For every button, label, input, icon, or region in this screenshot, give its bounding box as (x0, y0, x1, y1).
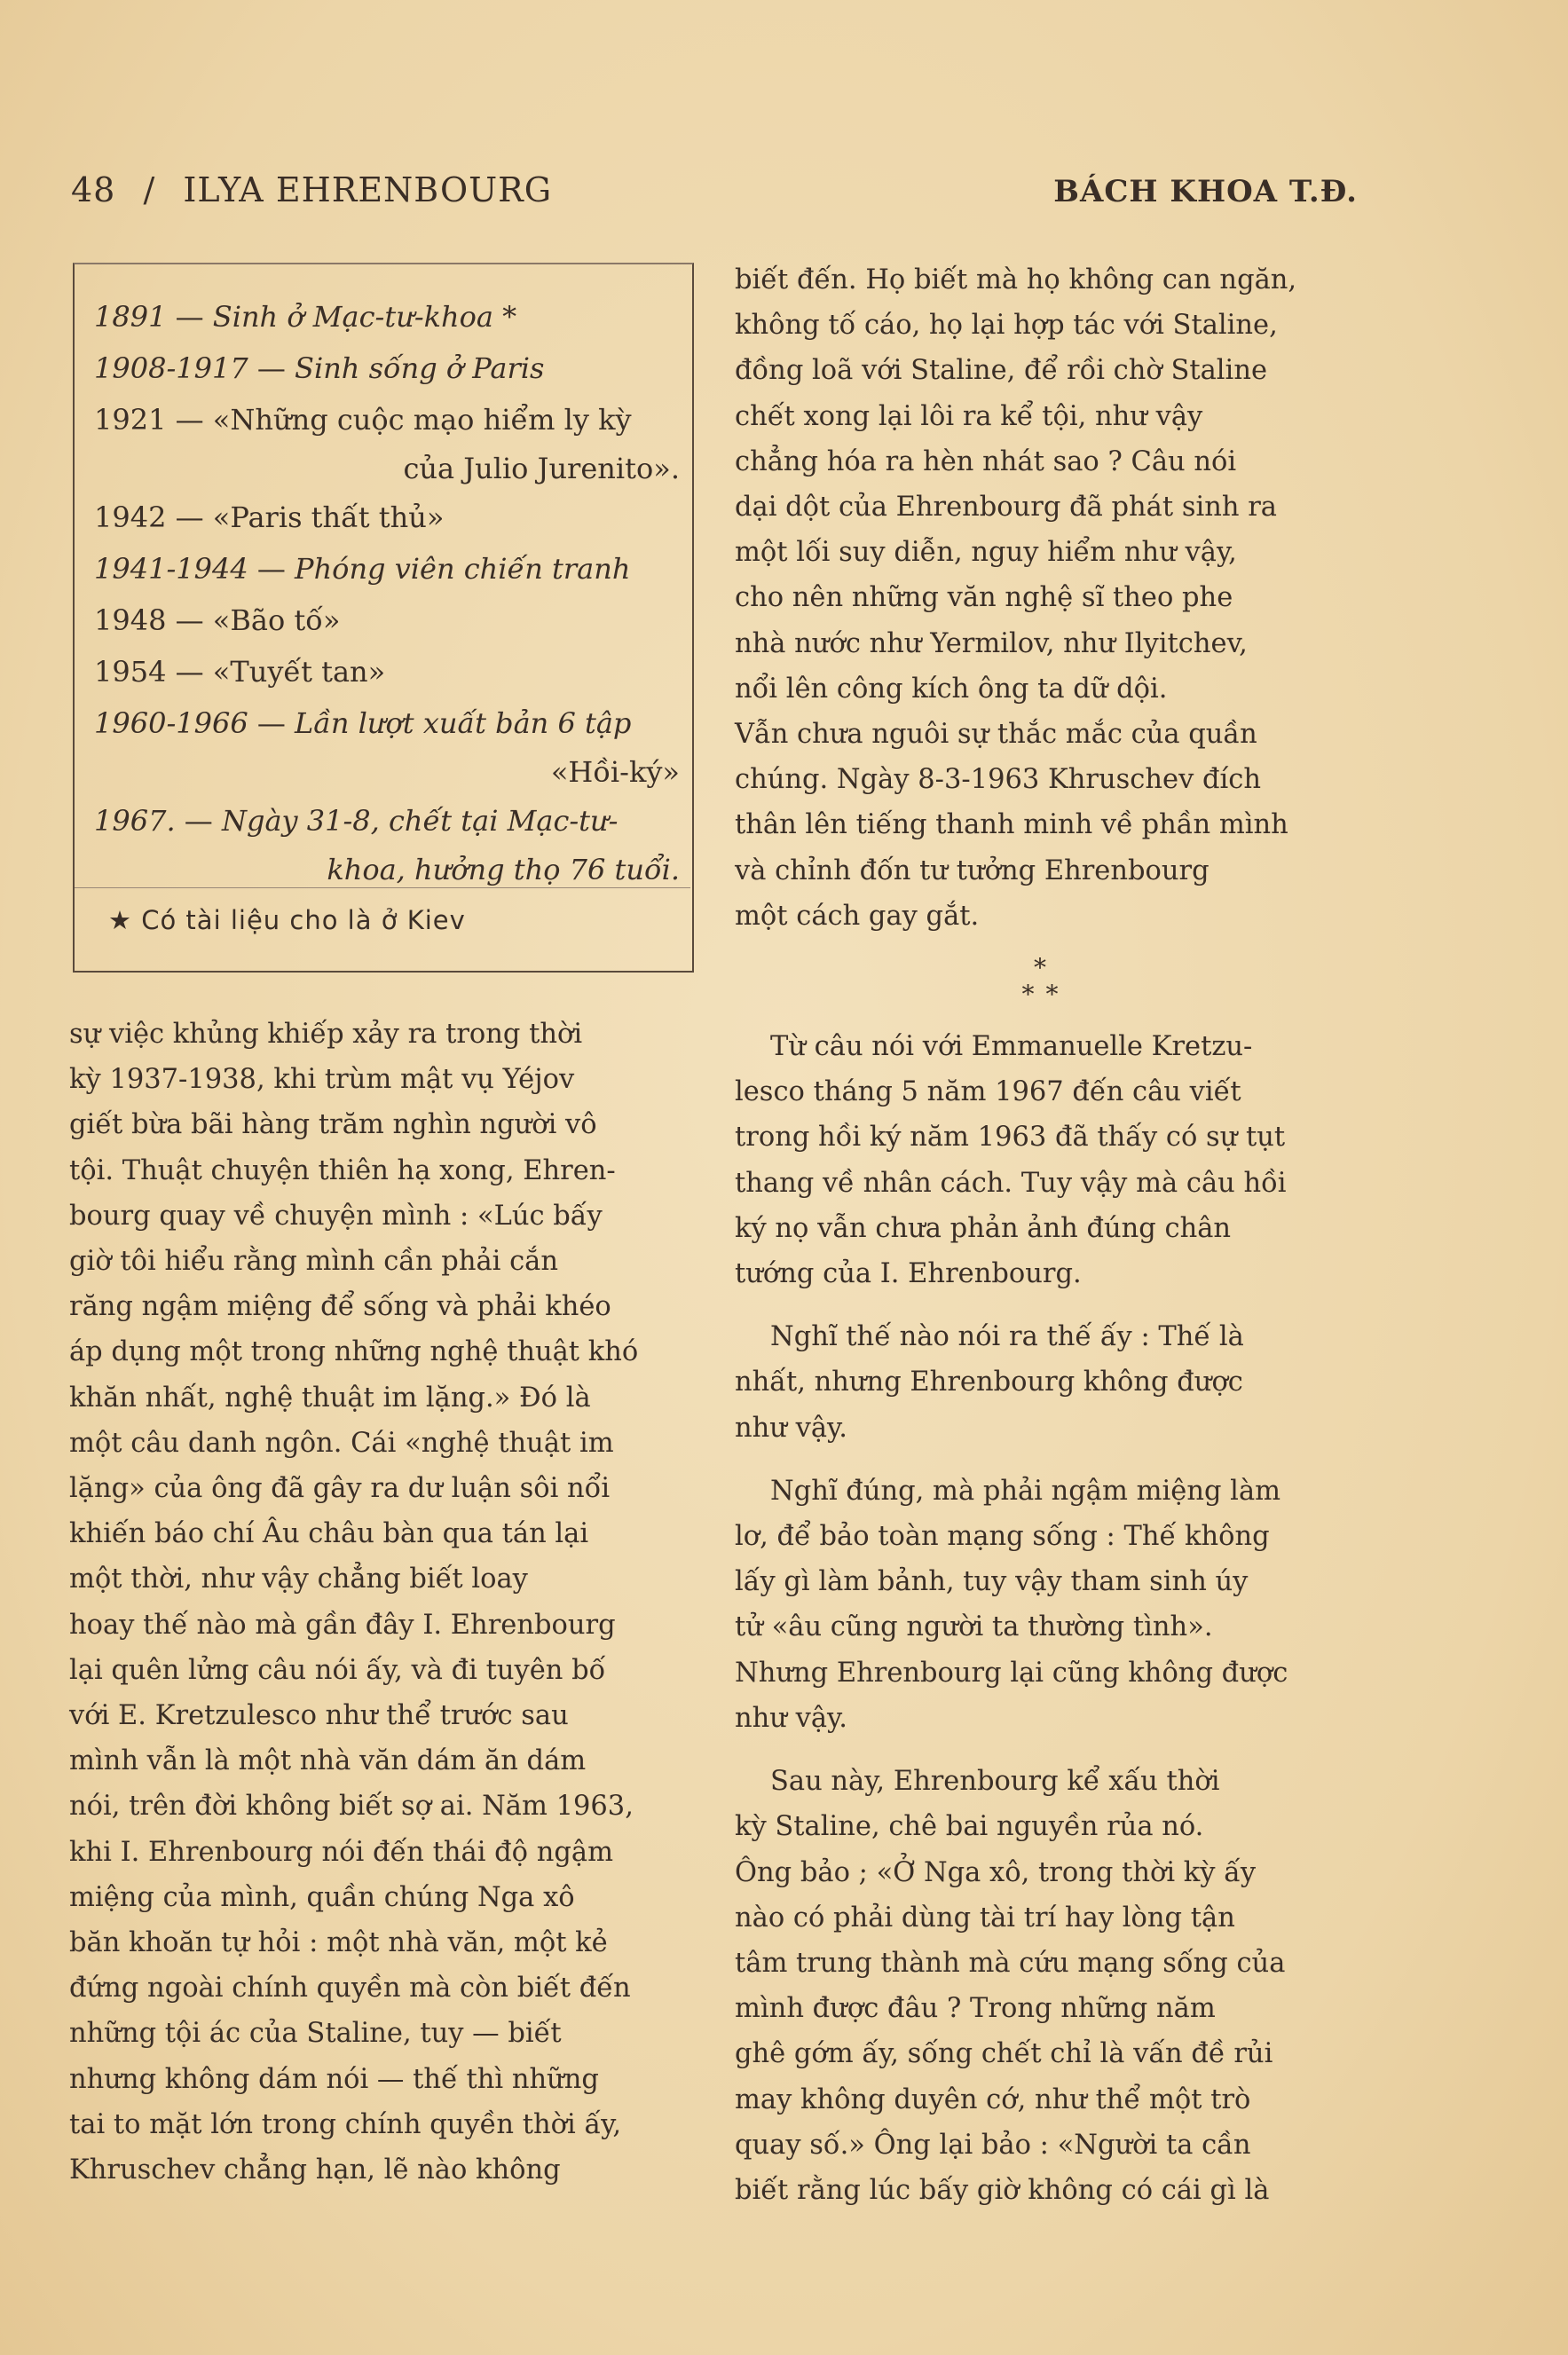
text-line: Từ câu nói với Emmanuelle Kretzu- (770, 1031, 1253, 1063)
text-line: ký nọ vẫn chưa phản ảnh đúng chân (735, 1212, 1232, 1244)
text-line: tội. Thuật chuyện thiên hạ xong, Ehren- (69, 1154, 616, 1186)
timeline-year: 1921 (94, 403, 167, 437)
text-line: nhất, nhưng Ehrenbourg không được (735, 1367, 1243, 1398)
footnote: ★ Có tài liệu cho là ở Kiev (108, 905, 466, 935)
text-line: Vẫn chưa nguôi sự thắc mắc của quần (735, 719, 1257, 751)
text-line: răng ngậm miệng để sống và phải khéo (69, 1291, 611, 1323)
timeline-dash: — (175, 603, 204, 637)
timeline-text: «Tuyết tan» (212, 655, 386, 689)
text-line: nhưng không dám nói — thế thì những (69, 2063, 599, 2095)
timeline-year: 1941-1944 (94, 552, 248, 586)
timeline-year: 1908-1917 (94, 351, 248, 385)
text-line: biết đến. Họ biết mà họ không can ngăn, (735, 264, 1297, 295)
timeline-row (94, 697, 680, 749)
text-line: áp dụng một trong những nghệ thuật khó (69, 1336, 639, 1368)
text-line: đồng loã với Staline, để rồi chờ Staline (735, 355, 1268, 387)
text-line: một lối suy diễn, nguy hiểm như vậy, (735, 537, 1237, 569)
text-line: và chỉnh đốn tư tưởng Ehrenbourg (735, 855, 1209, 886)
text-line: chúng. Ngày 8-3-1963 Khruschev đích (735, 764, 1261, 796)
text-line: với E. Kretzulesco như thể trước sau (69, 1700, 569, 1732)
text-line: đứng ngoài chính quyền mà còn biết đến (69, 1973, 631, 2005)
text-line: một cách gay gắt. (735, 900, 980, 932)
text-line: tai to mặt lớn trong chính quyền thời ấy, (69, 2108, 622, 2140)
text-line: giết bừa bãi hàng trăm nghìn người vô (69, 1109, 597, 1141)
timeline-continuation: của Julio Jurenito». (403, 452, 680, 485)
text-line: lesco tháng 5 năm 1967 đến câu viết (735, 1076, 1241, 1108)
text-line: quay số.» Ông lại bảo : «Người ta cần (735, 2129, 1251, 2161)
paragraph (735, 1024, 1347, 1296)
text-line: ghê gớm ấy, sống chết chỉ là vấn đề rủi (735, 2038, 1273, 2070)
text-line: tử «âu cũng người ta thường tình». (735, 1611, 1213, 1643)
timeline-row (94, 394, 680, 445)
text-line: Ông bảo ; «Ở Nga xô, trong thời kỳ ấy (735, 1856, 1257, 1888)
text-line: sự việc khủng khiếp xảy ra trong thời (69, 1019, 583, 1050)
text-line: một thời, như vậy chẳng biết loay (69, 1563, 528, 1595)
text-line: một câu danh ngôn. Cái «nghệ thuật im (69, 1427, 614, 1459)
timeline-year: 1948 (94, 603, 167, 637)
timeline-continuation: khoa, hưởng thọ 76 tuổi. (327, 853, 680, 886)
timeline-row (94, 343, 680, 394)
text-line: nhà nước như Yermilov, như Ilyitchev, (735, 627, 1248, 659)
text-line: băn khoăn tự hỏi : một nhà văn, một kẻ (69, 1927, 608, 1959)
timeline-year: 1891 (94, 300, 167, 334)
text-line: mình được đâu ? Trong những năm (735, 1993, 1216, 2025)
text-line: lặng» của ông đã gây ra dư luận sôi nổi (69, 1473, 611, 1505)
timeline-row (94, 795, 680, 847)
running-author: ILYA EHRENBOURG (183, 170, 553, 209)
timeline-dash: — (256, 351, 286, 385)
paragraph (735, 257, 1347, 939)
text-line: khi I. Ehrenbourg nói đến thái độ ngậm (69, 1836, 613, 1868)
text-line: Sau này, Ehrenbourg kể xấu thời (770, 1766, 1220, 1798)
timeline-year: 1954 (94, 655, 167, 689)
running-journal-title: BÁCH KHOA T.Đ. (1053, 174, 1358, 209)
timeline-row (94, 543, 680, 595)
page-number: 48 (71, 170, 116, 209)
text-line: lơ, để bảo toàn mạng sống : Thế không (735, 1521, 1270, 1553)
text-line: Nhưng Ehrenbourg lại cũng không được (735, 1657, 1288, 1689)
text-line: nổi lên công kích ông ta dữ dội. (735, 673, 1168, 705)
text-line: thang về nhân cách. Tuy vậy mà câu hồi (735, 1167, 1287, 1199)
timeline-box (73, 263, 694, 973)
text-line: như vậy. (735, 1412, 847, 1444)
text-line: tướng của I. Ehrenbourg. (735, 1258, 1082, 1290)
timeline-text: Sinh ở Mạc-tư-khoa * (212, 300, 517, 334)
timeline-text: «Những cuộc mạo hiểm ly kỳ (212, 403, 632, 437)
text-line: khăn nhất, nghệ thuật im lặng.» Đó là (69, 1382, 591, 1414)
timeline-dash: — (175, 655, 204, 689)
text-line: miệng của mình, quần chúng Nga xô (69, 1881, 575, 1913)
timeline-row (94, 291, 680, 343)
section-break-star-top: * (1034, 953, 1048, 983)
timeline-dash: — (175, 403, 204, 437)
timeline-text: Phóng viên chiến tranh (295, 552, 631, 586)
text-line: khiến báo chí Âu châu bàn qua tán lại (69, 1518, 589, 1550)
text-line: trong hồi ký năm 1963 đã thấy có sự tụt (735, 1122, 1286, 1154)
left-column (69, 1012, 682, 2193)
timeline-text: «Bão tố» (212, 603, 341, 637)
timeline-text: Ngày 31-8, chết tại Mạc-tư- (221, 804, 619, 838)
text-line: dại dột của Ehrenbourg đã phát sinh ra (735, 492, 1277, 524)
timeline-dash: — (175, 500, 204, 534)
timeline-dash: — (256, 706, 286, 740)
text-line: những tội ác của Staline, tuy — biết (69, 2018, 562, 2050)
section-break-star-bottom: * * (1021, 980, 1060, 1010)
paragraph (735, 1759, 1347, 2213)
timeline-continuation: «Hồi-ký» (550, 755, 680, 789)
text-line: Nghĩ thế nào nói ra thế ấy : Thế là (770, 1321, 1244, 1353)
text-line: chẳng hóa ra hèn nhát sao ? Câu nói (735, 445, 1237, 477)
page-header (71, 170, 1358, 224)
timeline-text: «Paris thất thủ» (212, 500, 445, 534)
timeline-dash: — (184, 804, 213, 838)
text-line: cho nên những văn nghệ sĩ theo phe (735, 582, 1233, 614)
text-line: hoay thế nào mà gần đây I. Ehrenbourg (69, 1609, 616, 1641)
paragraph (735, 1469, 1347, 1741)
text-line: Khruschev chẳng hạn, lẽ nào không (69, 2154, 561, 2186)
section-break (735, 955, 1347, 1008)
text-line: may không duyên cớ, như thể một trò (735, 2083, 1251, 2115)
timeline-text: Sinh sống ở Paris (295, 351, 545, 385)
text-line: biết rằng lúc bấy giờ không có cái gì là (735, 2174, 1270, 2206)
text-line: mình vẫn là một nhà văn dám ăn dám (69, 1745, 587, 1777)
timeline-dash: — (175, 300, 204, 334)
text-line: kỳ 1937-1938, khi trùm mật vụ Yéjov (69, 1064, 575, 1096)
timeline-row (94, 492, 680, 543)
timeline-dash: — (256, 552, 286, 586)
right-column (735, 257, 1347, 2213)
timeline-year: 1942 (94, 500, 167, 534)
text-line: chết xong lại lôi ra kể tội, như vậy (735, 400, 1203, 432)
footnote-divider (75, 887, 690, 888)
text-line: lại quên lửng câu nói ấy, và đi tuyên bố (69, 1654, 606, 1686)
timeline-row (94, 646, 680, 697)
text-line: nói, trên đời không biết sợ ai. Năm 1963, (69, 1791, 634, 1823)
text-line: Nghĩ đúng, mà phải ngậm miệng làm (770, 1475, 1281, 1507)
header-left (71, 170, 568, 209)
text-line: tâm trung thành mà cứu mạng sống của (735, 1947, 1286, 1979)
timeline-row (94, 595, 680, 646)
text-line: lấy gì làm bảnh, tuy vậy tham sinh úy (735, 1566, 1249, 1598)
text-line: bourg quay về chuyện mình : «Lúc bấy (69, 1200, 603, 1232)
text-line: kỳ Staline, chê bai nguyền rủa nó. (735, 1811, 1204, 1843)
text-line: không tố cáo, họ lại hợp tác với Staline, (735, 310, 1278, 342)
text-line: nào có phải dùng tài trí hay lòng tận (735, 1902, 1235, 1934)
text-line: thân lên tiếng thanh minh về phần mình (735, 809, 1288, 841)
timeline-text: Lần lượt xuất bản 6 tập (295, 706, 632, 740)
timeline (94, 291, 680, 893)
paragraph (735, 1314, 1347, 1451)
timeline-year: 1967. (94, 804, 176, 838)
timeline-year: 1960-1966 (94, 706, 248, 740)
text-line: như vậy. (735, 1702, 847, 1734)
header-separator: / (143, 170, 156, 209)
text-line: giờ tôi hiểu rằng mình cần phải cắn (69, 1246, 559, 1278)
